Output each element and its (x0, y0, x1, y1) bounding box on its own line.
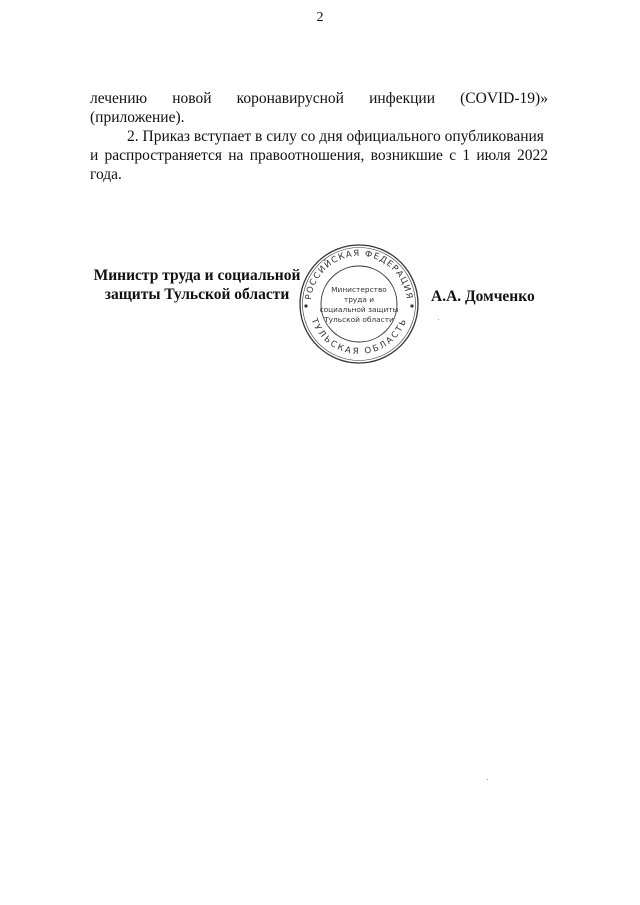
seal-center-line-3: социальной защиты (319, 305, 399, 314)
seal-outer-ring-inner (303, 248, 416, 361)
page-number: 2 (316, 10, 324, 25)
signatory-title-line-1: Министр труда и социальной (93, 267, 301, 284)
seal-center-line-2: труда и (343, 295, 375, 304)
word: и (90, 147, 99, 164)
official-seal (297, 242, 421, 366)
seal-dot-left (304, 304, 307, 307)
paragraph-1-line-1 (90, 89, 548, 108)
document-body (90, 89, 548, 184)
word: инфекции (369, 90, 435, 107)
seal-center-line-4: Тульской области (324, 315, 394, 324)
signatory-name: А.А. Домченко (431, 288, 535, 305)
word: на (228, 147, 244, 164)
word: 2022 (516, 147, 548, 164)
word: лечению (90, 90, 148, 107)
word: коронавирусной (236, 90, 344, 107)
paragraph-1-line-2: (приложение). (90, 109, 185, 126)
signatory-title-line-2: защиты Тульской области (104, 286, 290, 303)
word: июля (476, 147, 511, 164)
paragraph-2-line-1: 2. Приказ вступает в силу со дня официального опубликования (127, 128, 544, 145)
word: распространяется (104, 147, 222, 164)
word: 1 (462, 147, 471, 164)
seal-outer-ring (300, 245, 418, 363)
paragraph-2-line-3: года. (90, 166, 122, 183)
paragraph-2-line-2 (90, 146, 548, 165)
seal-outer-bottom-text: ТУЛЬСКАЯ ОБЛАСТЬ (308, 316, 410, 357)
word: новой (172, 90, 212, 107)
scan-speck (438, 319, 439, 320)
word: (COVID-19)» (460, 90, 548, 107)
seal-dot-right (410, 304, 413, 307)
seal-outer-top-text: РОССИЙСКАЯ ФЕДЕРАЦИЯ (304, 248, 414, 301)
word: возникшие (370, 147, 443, 164)
scan-speck (487, 779, 488, 780)
signatory-title (92, 266, 302, 304)
word: правоотношения, (249, 147, 365, 164)
word: с (449, 147, 457, 164)
seal-center-line-1: Министерство (331, 285, 387, 294)
seal-inner-ring (321, 266, 397, 342)
